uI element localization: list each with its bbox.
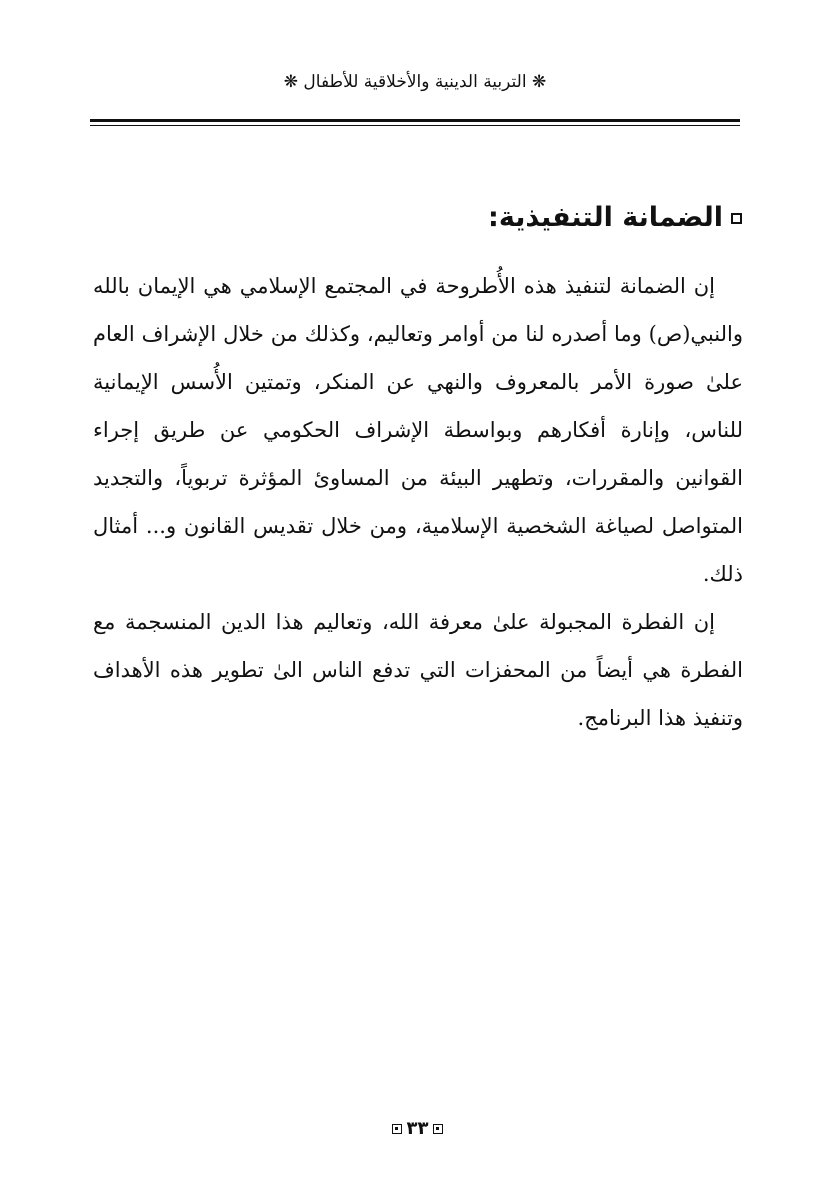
section-heading-text: الضمانة التنفيذية: xyxy=(488,202,723,233)
paragraph-1: إن الضمانة لتنفيذ هذه الأُطروحة في المجتمع الإسلامي هي الإيمان بالله والنبي(ص) وما أصدره لنا من أوامر وتعاليم، وكذلك من خلال الإشراف العام علىٰ صورة الأمر بالمعروف والنهي عن المنكر، وتمتين الأُسس الإيمانية للناس، وإنارة أفكارهم وبواسطة الإشراف الحكومي عن طريق إجراء القوانين والمقررات، وتطهير البيئة من المساوئ المؤثرة تربوياً، والتجديد المتواصل لصياغة الشخصية الإسلامية، ومن خلال تقديس القانون و... أمثال ذلك. xyxy=(93,274,743,586)
page-num-ornament-icon xyxy=(392,1124,402,1134)
page-number xyxy=(0,1118,835,1140)
header-rule-thick xyxy=(90,119,740,122)
header-rule-thin xyxy=(90,125,740,126)
page-number-value: ٣٣ xyxy=(406,1118,429,1139)
paragraph-2: إن الفطرة المجبولة علىٰ معرفة الله، وتعاليم هذا الدين المنسجمة مع الفطرة هي أيضاً من المحفزات التي تدفع الناس الىٰ تطوير هذه الأهداف وتنفيذ هذا البرنامج. xyxy=(93,610,743,730)
page-num-ornament-icon xyxy=(433,1124,443,1134)
section-heading xyxy=(488,196,742,240)
body-text xyxy=(93,262,743,742)
square-bullet-icon xyxy=(731,213,742,224)
running-header: ❋ التربية الدينية والأخلاقية للأطفال ❋ xyxy=(283,72,547,92)
